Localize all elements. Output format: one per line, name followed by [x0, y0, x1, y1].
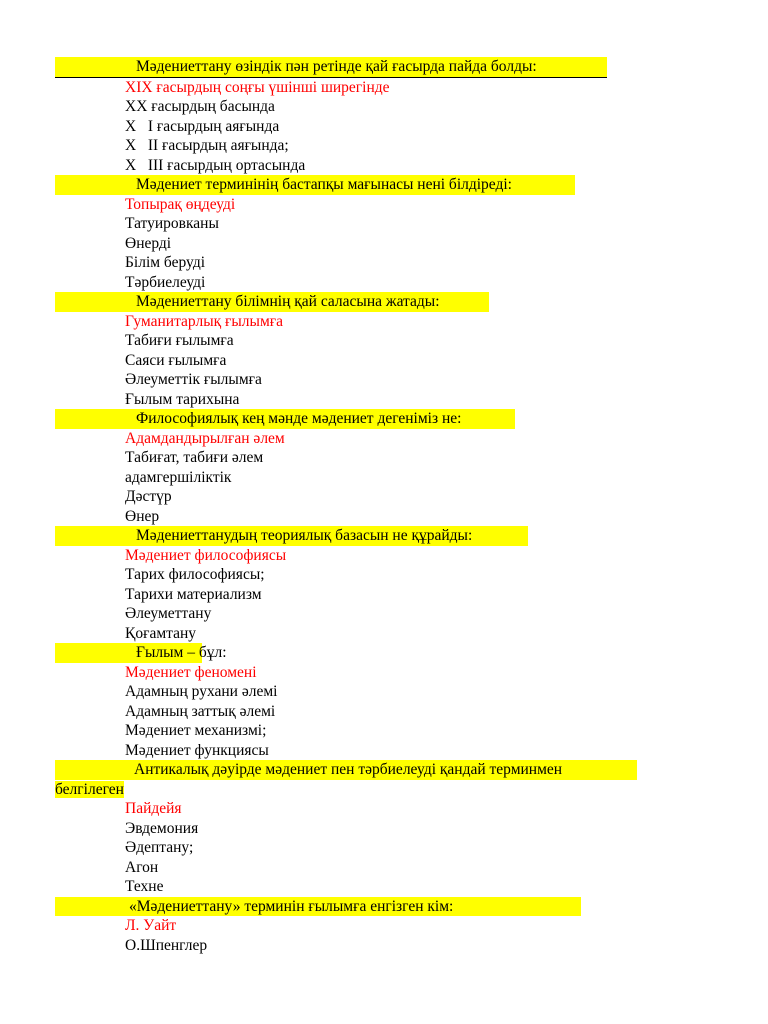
question-7-line-1: Антикалық дәуірде мәдениет пен тәрбиелеуді қандай терминмен: [55, 761, 562, 778]
correct-answer-2: Топырақ өңдеуді: [125, 195, 236, 213]
option: Өнер: [125, 507, 160, 525]
option: X I ғасырдың аяғында: [125, 117, 280, 135]
option: XX ғасырдың басында: [125, 98, 275, 115]
option: Қоғамтану: [125, 624, 197, 642]
question-5: Мәдениеттанудың теориялық базасын не құрайды:: [55, 526, 528, 546]
option: Татуировканы: [125, 215, 219, 232]
option: Мәдениет механизмі;: [125, 722, 267, 739]
option: адамгершіліктік: [125, 468, 232, 486]
option: Техне: [125, 878, 164, 895]
option: Тарих философиясы;: [125, 566, 265, 583]
option: X II ғасырдың аяғында;: [125, 137, 289, 154]
question-1-text: Мәдениеттану өзіндік пән ретінде қай ғасырда пайда болды:: [136, 58, 537, 75]
option: Табиғи ғылымға: [125, 332, 234, 349]
question-8: «Мәдениеттану» терминін ғылымға енгізген кім:: [55, 897, 581, 917]
correct-answer-4: Адамдандырылған әлем: [125, 429, 285, 447]
question-6: Ғылым – бұл:: [55, 643, 202, 663]
option: Ғылым тарихына: [125, 390, 240, 408]
correct-answer-8: Л. Уайт: [125, 917, 177, 934]
option: Саяси ғылымға: [125, 351, 227, 369]
correct-answer-5: Мәдениет философиясы: [125, 546, 287, 564]
question-7-line-2: белгілеген: [55, 780, 124, 798]
option: Білім беруді: [125, 254, 206, 271]
document-body: [0, 57, 768, 955]
option: Табиғат, табиғи әлем: [125, 449, 264, 466]
correct-answer-3: Гуманитарлық ғылымға: [125, 312, 283, 330]
option: Мәдениет функциясы: [125, 741, 269, 759]
option: X III ғасырдың ортасында: [125, 156, 306, 174]
option: Эвдемония: [125, 819, 199, 837]
option: Өнерді: [125, 234, 172, 252]
correct-answer-7: Пайдейя: [125, 800, 182, 817]
question-4: Философиялық кең мәнде мәдениет дегеніміз не:: [55, 409, 515, 429]
option: Дәстүр: [125, 488, 172, 505]
option: Әдептану;: [125, 839, 194, 856]
option: Адамның заттық әлемі: [125, 702, 276, 720]
question-2: Мәдениет терминінің бастапқы мағынасы нені білдіреді:: [55, 175, 575, 195]
question-7: [55, 760, 637, 799]
correct-answer-1: XIX ғасырдың соңғы үшінші ширегінде: [125, 78, 390, 96]
question-1: [55, 57, 607, 78]
option: Тәрбиелеуді: [125, 273, 206, 291]
question-3: Мәдениеттану білімнің қай саласына жатады:: [55, 292, 489, 312]
option: Әлеуметтік ғылымға: [125, 371, 262, 388]
option: Агон: [125, 858, 159, 876]
option: Адамның рухани әлемі: [125, 683, 278, 700]
option: Әлеуметтану: [125, 605, 212, 622]
option: Тарихи материализм: [125, 585, 262, 603]
option: О.Шпенглер: [125, 936, 208, 954]
correct-answer-6: Мәдениет феномені: [125, 663, 257, 681]
